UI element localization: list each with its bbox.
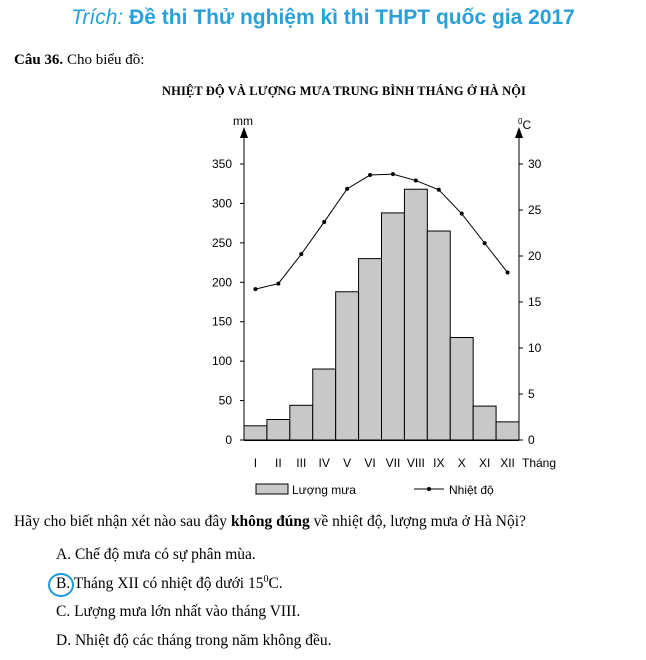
- left-tick-label: 150: [211, 314, 232, 329]
- temperature-point: [483, 241, 487, 245]
- header-prefix: Trích:: [71, 6, 124, 29]
- right-axis-unit: $^0$C: [518, 117, 532, 132]
- left-tick-label: 300: [211, 196, 232, 211]
- question-text: [14, 513, 526, 531]
- left-tick-label: 200: [211, 275, 232, 290]
- legend-rainfall-swatch: [256, 484, 288, 494]
- temperature-point: [368, 173, 372, 177]
- month-label: II: [275, 456, 282, 470]
- legend-rainfall-label: Lượng mưa: [292, 483, 356, 497]
- rainfall-bar: [427, 231, 450, 440]
- month-label: X: [457, 456, 466, 470]
- page-header: [0, 6, 646, 30]
- month-label: IV: [318, 456, 330, 470]
- right-tick-label: 0: [528, 433, 535, 447]
- right-tick-label: 5: [528, 387, 535, 401]
- answer-circle-mark: [48, 573, 74, 597]
- header-title: Đề thi Thử nghiệm kì thi THPT quốc gia 2017: [129, 6, 575, 29]
- month-label: I: [253, 456, 258, 470]
- right-tick-label: 20: [528, 249, 542, 263]
- right-tick-label: 30: [528, 157, 542, 171]
- option-d[interactable]: D. Nhiệt độ các tháng trong năm không đều.: [56, 632, 332, 649]
- left-axis-unit: mm: [233, 114, 253, 128]
- month-label: XII: [500, 456, 515, 470]
- rainfall-bar: [267, 419, 290, 440]
- temperature-point: [299, 252, 303, 256]
- temperature-point: [253, 287, 257, 291]
- legend-temperature-label: Nhiệt độ: [449, 483, 494, 497]
- option-b[interactable]: [56, 574, 283, 593]
- temperature-point: [345, 187, 349, 191]
- month-label: IX: [433, 456, 445, 470]
- chart-title: NHIỆT ĐỘ VÀ LƯỢNG MƯA TRUNG BÌNH THÁNG Ở HÀ NỘI: [162, 84, 527, 98]
- month-label: V: [343, 456, 352, 470]
- rainfall-bar: [359, 259, 382, 440]
- question-intro: Cho biểu đồ:: [66, 52, 145, 68]
- month-label: XI: [478, 456, 491, 470]
- question-label: [14, 52, 144, 69]
- left-tick-label: 50: [218, 393, 232, 408]
- left-tick-label: 0: [225, 433, 232, 447]
- left-axis-arrow: [240, 127, 248, 138]
- month-label: III: [296, 456, 307, 470]
- question-after: về nhiệt độ, lượng mưa ở Hà Nội?: [309, 513, 526, 530]
- rainfall-bar: [450, 337, 473, 440]
- rainfall-bar: [404, 189, 427, 440]
- rainfall-bar: [473, 406, 496, 440]
- month-label: VI: [364, 456, 376, 470]
- left-tick-label: 100: [211, 354, 232, 369]
- option-a[interactable]: A. Chế độ mưa có sự phân mùa.: [56, 546, 256, 563]
- month-label: VIII: [406, 456, 425, 470]
- option-b-unit: C.: [268, 575, 283, 593]
- climate-chart: [0, 100, 646, 505]
- option-b-text: B. Tháng XII có nhiệt độ dưới 15: [56, 575, 264, 593]
- temperature-point: [506, 271, 510, 275]
- option-b-degree: 0: [263, 574, 269, 585]
- rainfall-bar: [244, 426, 267, 440]
- x-axis-label: Tháng: [522, 456, 557, 470]
- right-tick-label: 25: [528, 203, 542, 217]
- question-emphasis: không đúng: [230, 513, 310, 530]
- option-c[interactable]: C. Lượng mưa lớn nhất vào tháng VIII.: [56, 603, 301, 620]
- left-tick-label: 250: [211, 235, 232, 250]
- temperature-point: [460, 212, 464, 216]
- rainfall-bar: [336, 292, 359, 440]
- rainfall-bar: [313, 369, 336, 440]
- rainfall-bar: [382, 213, 405, 440]
- legend-temperature-marker: [427, 487, 431, 491]
- question-before: Hãy cho biết nhận xét nào sau đây: [14, 513, 231, 530]
- rainfall-bar: [290, 405, 313, 440]
- question-number: Câu 36.: [14, 52, 64, 68]
- month-label: VII: [385, 456, 401, 470]
- temperature-point: [276, 282, 280, 286]
- temperature-point: [414, 179, 418, 183]
- rainfall-bar: [496, 422, 519, 440]
- temperature-point: [391, 172, 395, 176]
- left-tick-label: 350: [211, 157, 232, 171]
- right-tick-label: 10: [528, 341, 542, 355]
- temperature-point: [322, 220, 326, 224]
- temperature-point: [437, 188, 441, 192]
- right-tick-label: 15: [528, 295, 542, 309]
